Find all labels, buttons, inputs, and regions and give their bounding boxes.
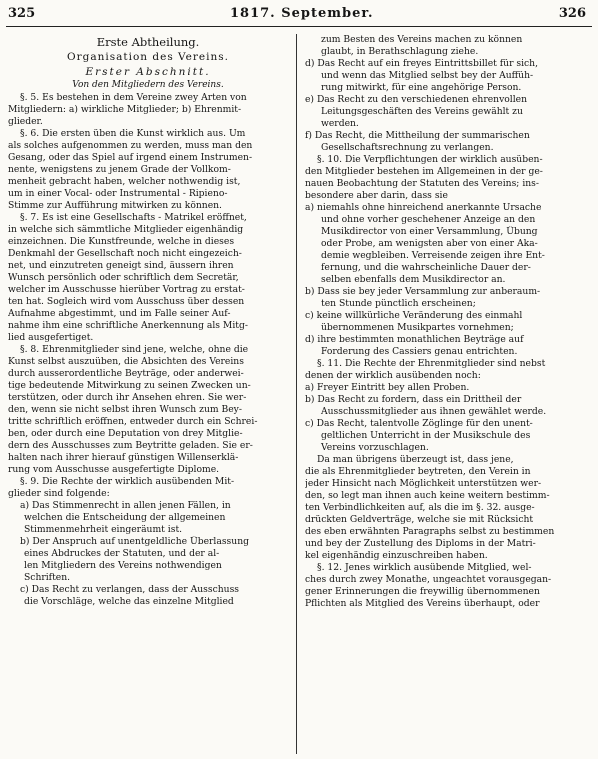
text-line: halten nach ihrer hierauf günstigen Willenserklä-	[8, 452, 239, 463]
text-line: und wenn das Mitglied selbst bey der Auffüh-	[321, 70, 534, 81]
text-line: welcher im Ausschusse hierüber Vortrag zu erstat-	[8, 284, 245, 295]
text-line: den Mitglieder bestehen im Allgemeinen in der ge-	[305, 166, 543, 177]
running-header-title: 1817. September.	[230, 6, 374, 21]
text-line: drückten Geldverträge, welche sie mit Rücksicht	[305, 514, 534, 525]
text-line: Kunst selbst auszuüben, die Absichten des Vereins	[8, 356, 244, 367]
text-line: nahme ihm eine schriftliche Anerkennung als Mitg-	[8, 320, 248, 331]
text-line: lied ausgefertiget.	[8, 332, 94, 343]
text-line: besondere aber darin, dass sie	[305, 190, 448, 201]
text-line: c) keine willkürliche Veränderung des einmahl	[305, 310, 523, 321]
text-line: §. 10. Die Verpflichtungen der wirklich ausüben-	[317, 154, 543, 165]
text-line: oder Probe, am wenigsten aber von einer Aka-	[321, 238, 538, 249]
column-divider	[296, 34, 297, 754]
text-line: Wunsch persönlich oder schriftlich dem Secretär,	[8, 272, 239, 283]
text-line: und ohne vorher geschehener Anzeige an den	[321, 214, 536, 225]
text-line: dern des Ausschusses zum Beytritte geladen. Sie er-	[8, 440, 253, 451]
text-line: kel eigenhändig einzuschreiben haben.	[305, 550, 488, 561]
text-line: durch ausserordentliche Beyträge, oder anderwei-	[8, 368, 244, 379]
text-line: b) Das Recht zu fordern, dass ein Drittheil der	[305, 394, 522, 405]
text-line: den, so legt man ihnen auch keine weitern bestimm-	[305, 490, 550, 501]
text-line: Mitgliedern: a) wirkliche Mitglieder; b) Ehrenmit-	[8, 104, 242, 115]
text-line: glieder sind folgende:	[8, 488, 110, 499]
text-line: Erster Abschnitt.	[85, 66, 211, 78]
text-line: §. 6. Die ersten üben die Kunst wirklich aus. Um	[20, 128, 246, 139]
text-line: Leitungsgeschäften des Vereins gewählt zu	[321, 106, 523, 117]
text-line: einzeichnen. Die Kunstfreunde, welche in dieses	[8, 236, 235, 247]
text-line: §. 7. Es ist eine Gesellschafts - Matrikel eröffnet,	[20, 212, 247, 223]
text-line: §. 9. Die Rechte der wirklich ausübenden Mit-	[20, 476, 235, 487]
header-rule	[6, 26, 592, 27]
text-line: b) Dass sie bey jeder Versammlung zur anberaum-	[305, 286, 541, 297]
text-line: Denkmahl der Gesellschaft noch nicht eingezeich-	[8, 248, 242, 259]
right-column	[305, 34, 591, 754]
text-line: Ausschussmitglieder aus ihnen gewählet werde.	[321, 406, 547, 417]
text-line: eines Abdruckes der Statuten, und der al-	[24, 548, 220, 559]
text-line: Pflichten als Mitglied des Vereins überhaupt, oder	[305, 598, 540, 609]
text-line: glieder.	[8, 116, 43, 127]
text-line: des eben erwähnten Paragraphs selbst zu bestimmen	[305, 526, 555, 537]
text-line: §. 8. Ehrenmitglieder sind jene, welche, ohne die	[20, 344, 249, 355]
text-line: Erste Abtheilung.	[96, 35, 200, 49]
text-line: tige bedeutende Mitwirkung zu seinen Zwecken un-	[8, 380, 251, 391]
text-line: Gesellschaftsrechnung zu verlangen.	[321, 142, 494, 153]
text-line: §. 12. Jenes wirklich ausübende Mitglied, wel-	[317, 562, 532, 573]
text-line: die als Ehrenmitglieder beytreten, den Verein in	[305, 466, 531, 477]
text-line: gener Erinnerungen die freywillig übernommenen	[305, 586, 540, 597]
text-line: ten hat. Sogleich wird vom Ausschuss über dessen	[8, 296, 245, 307]
text-line: rung vom Ausschusse ausgefertigte Diplome.	[8, 464, 220, 475]
text-line: a) Das Stimmenrecht in allen jenen Fällen, in	[20, 500, 231, 511]
text-line: nauen Beobachtung der Statuten des Vereins; ins-	[305, 178, 539, 189]
text-line: b) Der Anspruch auf unentgeldliche Überlassung	[20, 536, 249, 547]
text-line: Aufnahme abgestimmt, und im Falle seiner Auf-	[8, 308, 231, 319]
text-line: und bey der Zustellung des Diploms in der Matri-	[305, 538, 536, 549]
text-line: d) Das Recht auf ein freyes Eintrittsbillet für sich,	[305, 58, 539, 69]
text-line: zum Besten des Vereins machen zu können	[321, 34, 523, 45]
text-line: nente, wenigstens zu jenem Grade der Vollkom-	[8, 164, 231, 175]
text-line: die Vorschläge, welche das einzelne Mitglied	[24, 596, 234, 607]
text-line: als solches aufgenommen zu werden, muss man den	[8, 140, 253, 151]
text-line: Vereins vorzuschlagen.	[321, 442, 429, 453]
text-line: werden.	[321, 118, 359, 129]
text-line: d) ihre bestimmten monathlichen Beyträge auf	[305, 334, 524, 345]
text-line: ches durch zwey Monathe, ungeachtet vorausgegan-	[305, 574, 552, 585]
text-line: §. 5. Es bestehen in dem Vereine zwey Arten von	[20, 92, 247, 103]
text-line: in welche sich sämmtliche Mitglieder eigenhändig	[8, 224, 244, 235]
text-line: tritte schriftlich eröffnen, entweder durch ein Schrei-	[8, 416, 258, 427]
page-number-left: 325	[8, 6, 36, 21]
text-line: glaubt, in Berathschlagung ziehe.	[321, 46, 479, 57]
text-line: len Mitgliedern des Vereins nothwendigen	[24, 560, 222, 571]
text-line: denen der wirklich ausübenden noch:	[305, 370, 481, 381]
text-line: Organisation des Vereins.	[67, 51, 229, 63]
text-line: jeder Hinsicht nach Möglichkeit unterstützen wer-	[305, 478, 542, 489]
text-line: §. 11. Die Rechte der Ehrenmitglieder sind nebst	[317, 358, 546, 369]
text-line: welchen die Entscheidung der allgemeinen	[24, 512, 226, 523]
text-line: ten Verbindlichkeiten auf, als die im §. 32. ausge-	[305, 502, 535, 513]
text-line: f) Das Recht, die Mittheilung der summarischen	[305, 130, 530, 141]
text-line: den, wenn sie nicht selbst ihren Wunsch zum Bey-	[8, 404, 242, 415]
text-line: Da man übrigens überzeugt ist, dass jene,	[317, 454, 514, 465]
text-line: Gesang, oder das Spiel auf irgend einem Instrumen-	[8, 152, 253, 163]
text-line: rung mitwirkt, für eine angehörige Person.	[321, 82, 522, 93]
text-line: fernung, und die wahrscheinliche Dauer der-	[321, 262, 531, 273]
text-line: menheit gebracht haben, welcher nothwendig ist,	[8, 176, 241, 187]
text-line: Musikdirector von einer Versammlung, Übung	[321, 226, 538, 237]
text-line: e) Das Recht zu den verschiedenen ehrenvollen	[305, 94, 528, 105]
text-line: net, und einzutreten geneigt sind, äussern ihren	[8, 260, 234, 271]
text-line: Stimmenmehrheit eingeräumt ist.	[24, 524, 183, 535]
text-line: um in einer Vocal- oder Instrumental - Ripieno-	[8, 188, 228, 199]
text-line: terstützen, oder durch ihr Ansehen ehren. Sie wer-	[8, 392, 247, 403]
text-line: geltlichen Unterricht in der Musikschule des	[321, 430, 531, 441]
text-line: c) Das Recht zu verlangen, dass der Ausschuss	[20, 584, 239, 595]
text-line: Schriften.	[24, 572, 71, 583]
text-line: a) Freyer Eintritt bey allen Proben.	[305, 382, 470, 393]
text-line: selben ebenfalls dem Musikdirector an.	[321, 274, 506, 285]
text-line: ben, oder durch eine Deputation von drey Mitglie-	[8, 428, 243, 439]
text-line: Stimme zur Aufführung mitwirken zu können.	[8, 200, 222, 211]
text-line: ten Stunde pünctlich erscheinen;	[321, 298, 476, 309]
text-line: a) niemahls ohne hinreichend anerkannte Ursache	[305, 202, 542, 213]
left-column	[8, 34, 288, 754]
text-line: c) Das Recht, talentvolle Zöglinge für den unent-	[305, 418, 533, 429]
text-line: Forderung des Cassiers genau entrichten.	[321, 346, 518, 357]
text-line: Von den Mitgliedern des Vereins.	[72, 80, 224, 90]
text-line: übernommenen Musikpartes vornehmen;	[321, 322, 514, 333]
page-number-right: 326	[558, 6, 586, 21]
text-line: demie wegbleiben. Verreisende zeigen ihre Ent-	[321, 250, 545, 261]
